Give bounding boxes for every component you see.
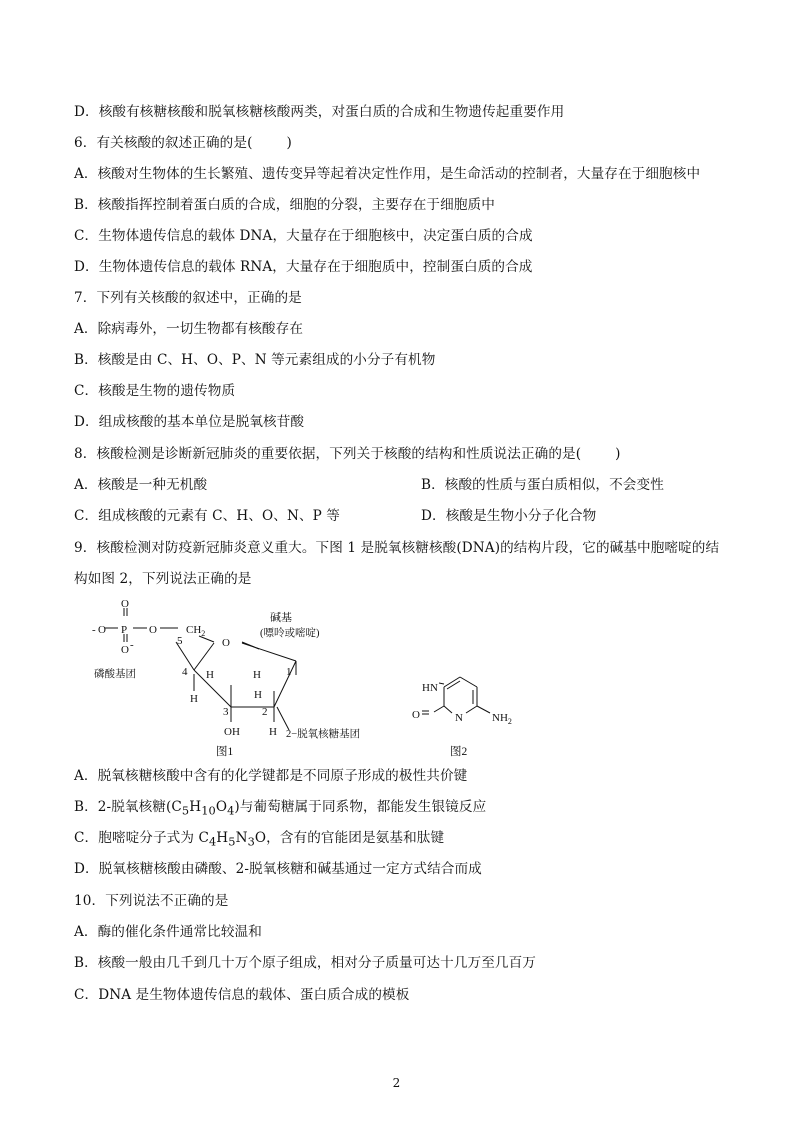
option-6b: B．核酸指挥控制着蛋白质的合成，细胞的分裂，主要存在于细胞质中 — [74, 197, 495, 213]
ch2-label: $CH_2$ — [186, 624, 206, 638]
structure-figure — [74, 595, 534, 765]
option-7a: A．除病毒外，一切生物都有核酸存在 — [74, 321, 304, 337]
option-7c: C．核酸是生物的遗传物质 — [74, 383, 236, 399]
h-c1-top: H — [253, 669, 261, 681]
c4-label: 4 — [182, 666, 188, 678]
minus-left: - — [92, 624, 96, 636]
h-c4-bottom: H — [190, 693, 198, 705]
option-9c: C．胞嘧啶分子式为 $C_4H_5N_3O$，含有的官能团是氨基和肽键 — [74, 830, 445, 849]
option-10a: A．酶的催化条件通常比较温和 — [74, 924, 262, 940]
option-9b: B．2-脱氧核糖$(C_5H_{10}O_4)$与葡萄糖属于同系物，都能发生银镜反应 — [74, 799, 487, 818]
option-7d: D．组成核酸的基本单位是脱氧核苷酸 — [74, 414, 305, 430]
n-label: N — [455, 712, 463, 724]
ring-o-label: O — [222, 637, 230, 649]
option-6d: D．生物体遗传信息的载体 RNA，大量存在于细胞质中，控制蛋白质的合成 — [74, 259, 533, 275]
question-9-cont: 构如图 2，下列说法正确的是 — [74, 571, 252, 587]
o-right-label: O — [149, 624, 157, 636]
minus-bottom: - — [130, 639, 134, 651]
c3-label: 3 — [223, 706, 229, 718]
oh-label: OH — [224, 726, 240, 738]
o-top-label: O — [121, 598, 129, 610]
option-6a: A．核酸对生物体的生长繁殖、遗传变异等起着决定性作用，是生命活动的控制者，大量存在于细胞核中 — [74, 166, 701, 182]
c1-label: 1 — [286, 666, 292, 678]
p-label: P — [121, 624, 128, 636]
hn-label: HN — [422, 682, 438, 694]
question-10: 10．下列说法不正确的是 — [74, 893, 229, 909]
option-10c: C．DNA 是生物体遗传信息的载体、蛋白质合成的模板 — [74, 987, 410, 1003]
figure-2-labels — [412, 682, 512, 758]
figure-1-labels — [92, 598, 360, 758]
question-9: 9．核酸检测对防疫新冠肺炎意义重大。下图 1 是脱氧核糖核酸(DNA)的结构片段，它的碱基中胞嘧啶的结 — [74, 540, 720, 556]
option-7b: B．核酸是由 C、H、O、P、N 等元素组成的小分子有机物 — [74, 352, 436, 368]
option-6c: C．生物体遗传信息的载体 DNA，大量存在于细胞核中，决定蛋白质的合成 — [74, 228, 533, 244]
option-10b: B．核酸一般由几千到几十万个原子组成，相对分子质量可达十几万至几百万 — [74, 955, 536, 971]
h-c4-top: H — [206, 669, 214, 681]
option-9a: A．脱氧核糖核酸中含有的化学键都是不同原子形成的极性共价键 — [74, 768, 468, 784]
phosphate-label: 磷酸基团 — [94, 669, 136, 680]
figure-1-caption: 图1 — [216, 746, 234, 758]
carbonyl-o-label: O — [412, 709, 420, 721]
c2-label: 2 — [262, 706, 268, 718]
c5-label: 5 — [177, 635, 183, 647]
question-6: 6．有关核酸的叙述正确的是( ) — [74, 135, 292, 151]
h-c2-top: H — [254, 689, 262, 701]
base-label: 碱基 — [270, 612, 292, 624]
sugar-label: 2−脱氧核糖基团 — [286, 729, 361, 740]
o-bottom-label: O — [121, 644, 129, 656]
nh2-label: $NH_2$ — [492, 712, 512, 726]
question-7: 7．下列有关核酸的叙述中，正确的是 — [74, 290, 302, 306]
options-8ab: A．核酸是一种无机酸 B．核酸的性质与蛋白质相似，不会变性 — [74, 477, 664, 493]
option-9d: D．脱氧核糖核酸由磷酸、2-脱氧核糖和碱基通过一定方式结合而成 — [74, 861, 482, 877]
option-5d: D．核酸有核糖核酸和脱氧核糖核酸两类，对蛋白质的合成和生物遗传起重要作用 — [74, 104, 565, 120]
options-8cd: C．组成核酸的元素有 C、H、O、N、P 等 D．核酸是生物小分子化合物 — [74, 508, 597, 524]
question-8: 8．核酸检测是诊断新冠肺炎的重要依据，下列关于核酸的结构和性质说法正确的是( ) — [74, 446, 621, 462]
figure-2-caption: 图2 — [450, 746, 468, 758]
page-number: 2 — [392, 1076, 401, 1090]
h-c2-bottom: H — [269, 726, 277, 738]
base-label-2: (嘌呤或嘧啶) — [260, 628, 320, 639]
o-left-label: O — [98, 624, 106, 636]
